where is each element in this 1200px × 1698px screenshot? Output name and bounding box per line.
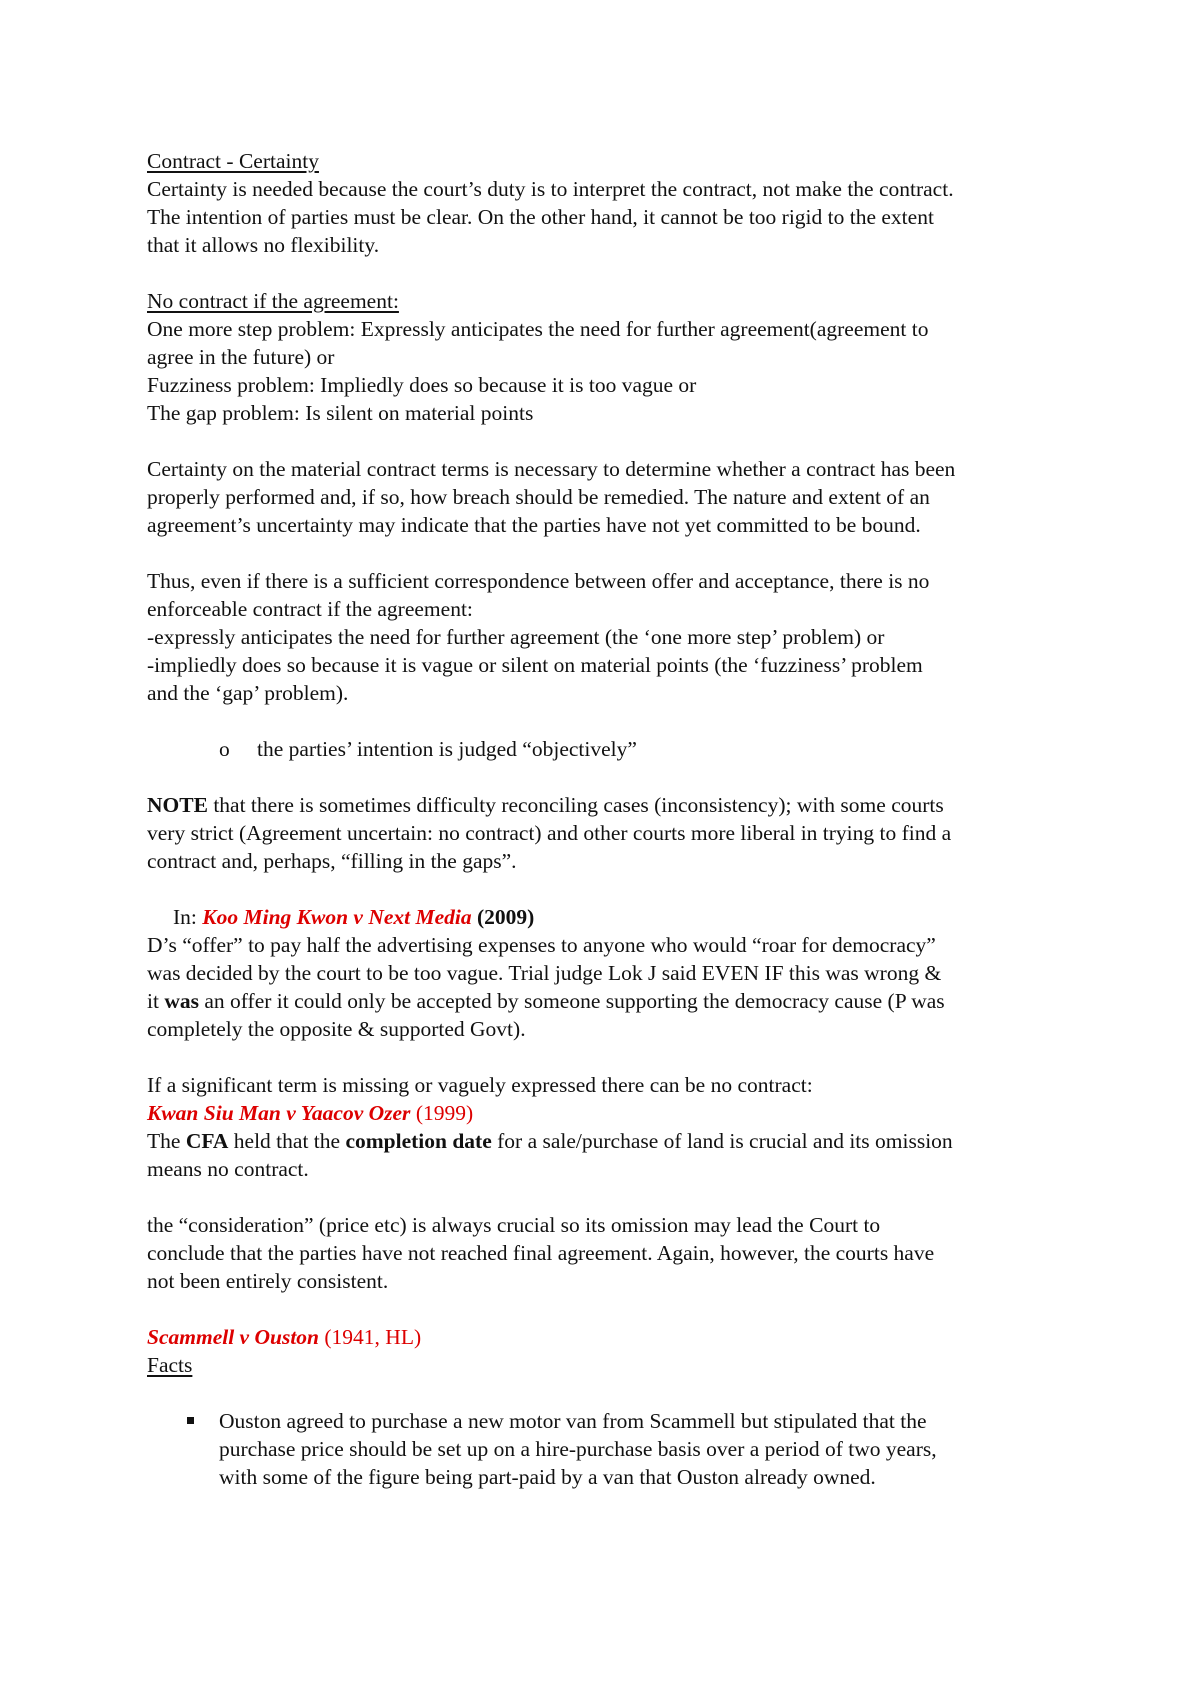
case-year-koo: (2009) [477, 905, 535, 929]
koo-line: D’s “offer” to pay half the advertising expenses to anyone who would “roar for democracy” [147, 933, 936, 957]
bold-was: was [164, 989, 199, 1013]
facts-line: Ouston agreed to purchase a new motor van from Scammell but stipulated that the [219, 1409, 927, 1433]
facts-bullet-item [147, 1407, 1087, 1491]
intro-line: The intention of parties must be clear. On the other hand, it cannot be too rigid to the extent [147, 205, 934, 229]
thus-line: -expressly anticipates the need for further agreement (the ‘one more step’ problem) or [147, 625, 885, 649]
note-text: that there is sometimes difficulty reconciling cases (inconsistency); with some courts [207, 793, 944, 817]
certainty-line: agreement’s uncertainty may indicate that the parties have not yet committed to be bound. [147, 513, 921, 537]
no-contract-heading: No contract if the agreement: [147, 289, 399, 313]
intro-line: that it allows no flexibility. [147, 233, 380, 257]
facts-line: purchase price should be set up on a hire-purchase basis over a period of two years, [219, 1437, 937, 1461]
case-name-koo: Koo Ming Kwon v Next Media [202, 905, 472, 929]
case-name-kwan: Kwan Siu Man v Yaacov Ozer [147, 1101, 411, 1125]
consideration-line: not been entirely consistent. [147, 1269, 389, 1293]
case-year-scammell: (1941, HL) [319, 1325, 422, 1349]
kwan-line: The CFA held that the completion date for a sale/purchase of land is crucial and its omission [147, 1129, 953, 1153]
note-label: NOTE [147, 793, 208, 817]
in-prefix: In: [173, 905, 203, 929]
kwan-line: means no contract. [147, 1157, 309, 1181]
objective-bullet-text: the parties’ intention is judged “objectively” [257, 737, 637, 761]
note-line: contract and, perhaps, “filling in the gaps”. [147, 849, 517, 873]
note-line [147, 791, 1087, 819]
koo-case-heading [147, 903, 1087, 931]
thus-line: -impliedly does so because it is vague or silent on material points (the ‘fuzziness’ problem [147, 653, 923, 677]
problem-line: One more step problem: Expressly anticipates the need for further agreement(agreement to [147, 317, 929, 341]
koo-line: completely the opposite & supported Govt). [147, 1017, 526, 1041]
koo-line: was decided by the court to be too vague. Trial judge Lok J said EVEN IF this was wrong & [147, 961, 942, 985]
case-year-kwan: (1999) [410, 1101, 474, 1125]
scammell-case-heading [147, 1323, 1087, 1351]
significant-term-line: If a significant term is missing or vaguely expressed there can be no contract: [147, 1073, 813, 1097]
bold-cfa: CFA [185, 1129, 229, 1153]
problem-line: The gap problem: Is silent on material points [147, 401, 534, 425]
square-bullet-icon [187, 1417, 194, 1424]
problem-line: Fuzziness problem: Impliedly does so because it is too vague or [147, 373, 697, 397]
thus-line: and the ‘gap’ problem). [147, 681, 349, 705]
certainty-line: properly performed and, if so, how breach should be remedied. The nature and extent of an [147, 485, 930, 509]
case-name-scammell: Scammell v Ouston [147, 1325, 320, 1349]
note-line: very strict (Agreement uncertain: no contract) and other courts more liberal in trying to find a [147, 821, 952, 845]
thus-line: Thus, even if there is a sufficient correspondence between offer and acceptance, there is no [147, 569, 930, 593]
page-title: Contract - Certainty [147, 149, 319, 173]
consideration-line: conclude that the parties have not reached final agreement. Again, however, the courts have [147, 1241, 935, 1265]
kwan-case-heading [147, 1099, 1087, 1127]
facts-heading: Facts [147, 1353, 193, 1377]
certainty-line: Certainty on the material contract terms is necessary to determine whether a contract has been [147, 457, 956, 481]
circle-bullet-icon: o [219, 737, 230, 761]
problem-line: agree in the future) or [147, 345, 335, 369]
objective-bullet-item [147, 735, 1087, 763]
intro-line: Certainty is needed because the court’s duty is to interpret the contract, not make the contract. [147, 177, 954, 201]
document-content [147, 147, 1087, 1491]
koo-line: it was an offer it could only be accepted by someone supporting the democracy cause (P was [147, 989, 945, 1013]
thus-line: enforceable contract if the agreement: [147, 597, 473, 621]
consideration-line: the “consideration” (price etc) is always crucial so its omission may lead the Court to [147, 1213, 881, 1237]
bold-completion-date: completion date [345, 1129, 492, 1153]
facts-line: with some of the figure being part-paid by a van that Ouston already owned. [219, 1465, 876, 1489]
